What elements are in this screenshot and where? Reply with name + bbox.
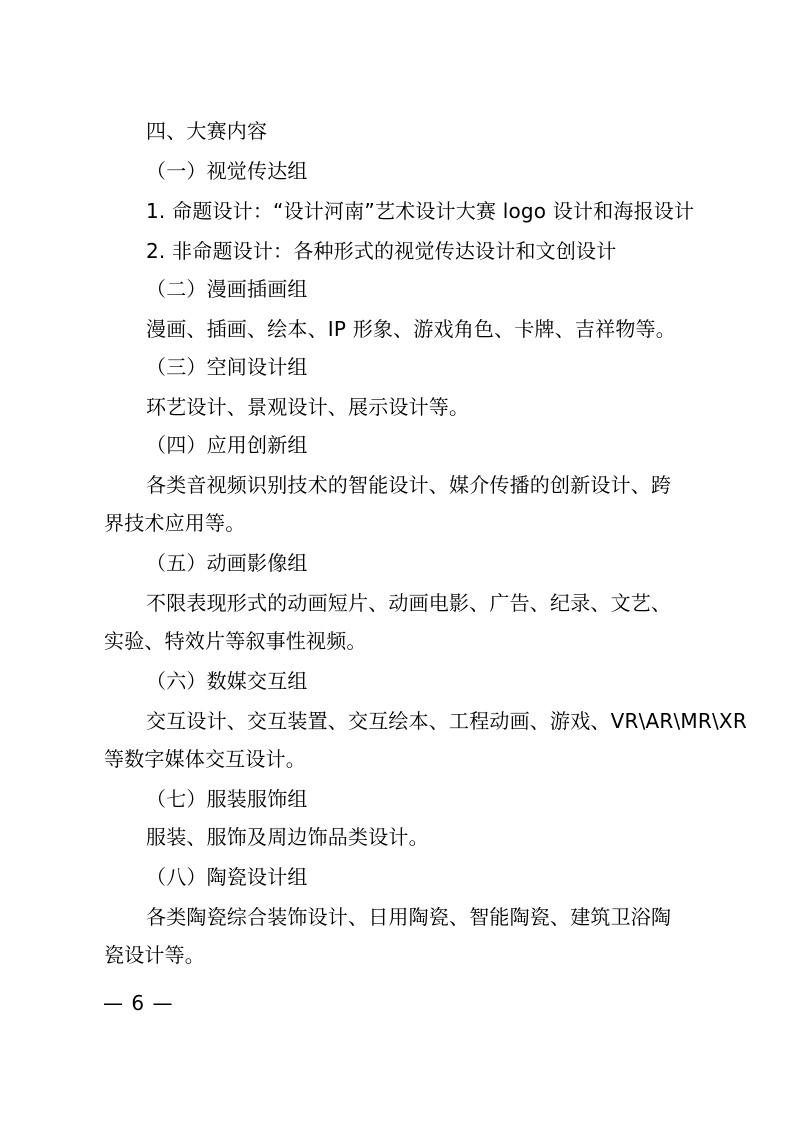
group-description-ceramic-design-line2: 瓷设计等。 [104,943,205,967]
group-heading-application-innovation: （四）应用创新组 [146,433,308,457]
group-heading-digital-media-interaction: （六）数媒交互组 [146,669,308,693]
page-number: — 6 — [103,991,174,1015]
group-heading-ceramic-design: （八）陶瓷设计组 [146,865,308,889]
group-description-application-innovation-line2: 界技术应用等。 [104,511,246,535]
group-heading-apparel-accessories: （七）服装服饰组 [146,787,308,811]
group-item-non-proposition-design: 2. 非命题设计：各种形式的视觉传达设计和文创设计 [146,239,617,263]
group-heading-comic-illustration: （二）漫画插画组 [146,277,308,301]
group-description-animation-video-line2: 实验、特效片等叙事性视频。 [104,629,367,653]
group-description-application-innovation-line1: 各类音视频识别技术的智能设计、媒介传播的创新设计、跨 [146,473,672,497]
group-description-ceramic-design-line1: 各类陶瓷综合装饰设计、日用陶瓷、智能陶瓷、建筑卫浴陶 [146,905,672,929]
group-heading-animation-video: （五）动画影像组 [146,551,308,575]
group-description-comic-illustration: 漫画、插画、绘本、IP 形象、游戏角色、卡牌、吉祥物等。 [146,317,676,341]
group-description-digital-media-interaction-line1: 交互设计、交互装置、交互绘本、工程动画、游戏、VR\AR\MR\XR [146,709,747,733]
group-heading-space-design: （三）空间设计组 [146,355,308,379]
section-heading: 四、大赛内容 [146,119,268,143]
group-description-apparel-accessories: 服装、服饰及周边饰品类设计。 [146,825,429,849]
group-heading-visual-communication: （一）视觉传达组 [146,159,308,183]
group-description-digital-media-interaction-line2: 等数字媒体交互设计。 [104,747,306,771]
group-description-animation-video-line1: 不限表现形式的动画短片、动画电影、广告、纪录、文艺、 [146,591,672,615]
group-description-space-design: 环艺设计、景观设计、展示设计等。 [146,395,470,419]
group-item-proposition-design: 1. 命题设计：“设计河南”艺术设计大赛 logo 设计和海报设计 [146,199,695,223]
